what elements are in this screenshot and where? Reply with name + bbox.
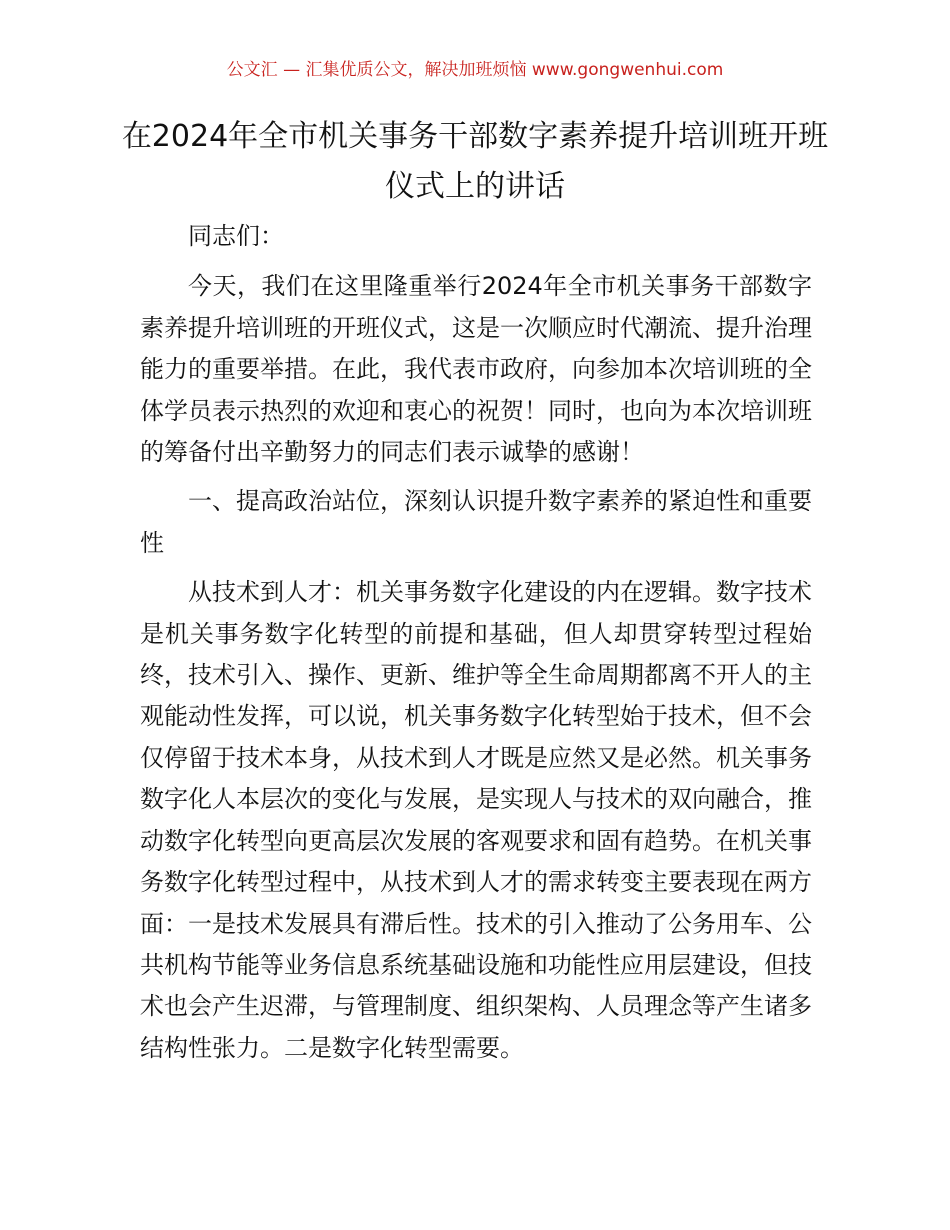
document-title: 在2024年全市机关事务干部数字素养提升培训班开班仪式上的讲话: [121, 119, 829, 204]
body-paragraph: 从技术到人才：机关事务数字化建设的内在逻辑。数字技术是机关事务数字化转型的前提和基础，但人却贯穿转型过程始终，技术引入、操作、更新、维护等全生命周期都离不开人的主观能动性发挥，可以说，机关事务数字化转型始于技术，但不会仅停留于技术本身，从技术到人才既是应然又是必然。机关事务数字化人本层次的变化与发展，是实现人与技术的双向融合，推动数字化转型向更高层次发展的客观要求和固有趋势。在机关事务数字化转型过程中，从技术到人才的需求转变主要表现在两方面：一是技术发展具有滞后性。技术的引入推动了公务用车、公共机构节能等业务信息系统基础设施和功能性应用层建设，但技术也会产生迟滞，与管理制度、组织架构、人员理念等产生诸多结构性张力。二是数字化转型需要。: [140, 578, 812, 1062]
document-body: [140, 216, 812, 1077]
section-heading: 一、提高政治站位，深刻认识提升数字素养的紧迫性和重要性: [140, 487, 812, 557]
site-banner: 公文汇 — 汇集优质公文，解决加班烦恼 www.gongwenhui.com: [226, 60, 724, 80]
opening-paragraph: 今天，我们在这里隆重举行2024年全市机关事务干部数字素养提升培训班的开班仪式，这是一次顺应时代潮流、提升治理能力的重要举措。在此，我代表市政府，向参加本次培训班的全体学员表示热烈的欢迎和衷心的祝贺！同时，也向为本次培训班的筹备付出辛勤努力的同志们表示诚挚的感谢！: [140, 272, 812, 467]
greeting-paragraph: 同志们：: [188, 222, 284, 250]
